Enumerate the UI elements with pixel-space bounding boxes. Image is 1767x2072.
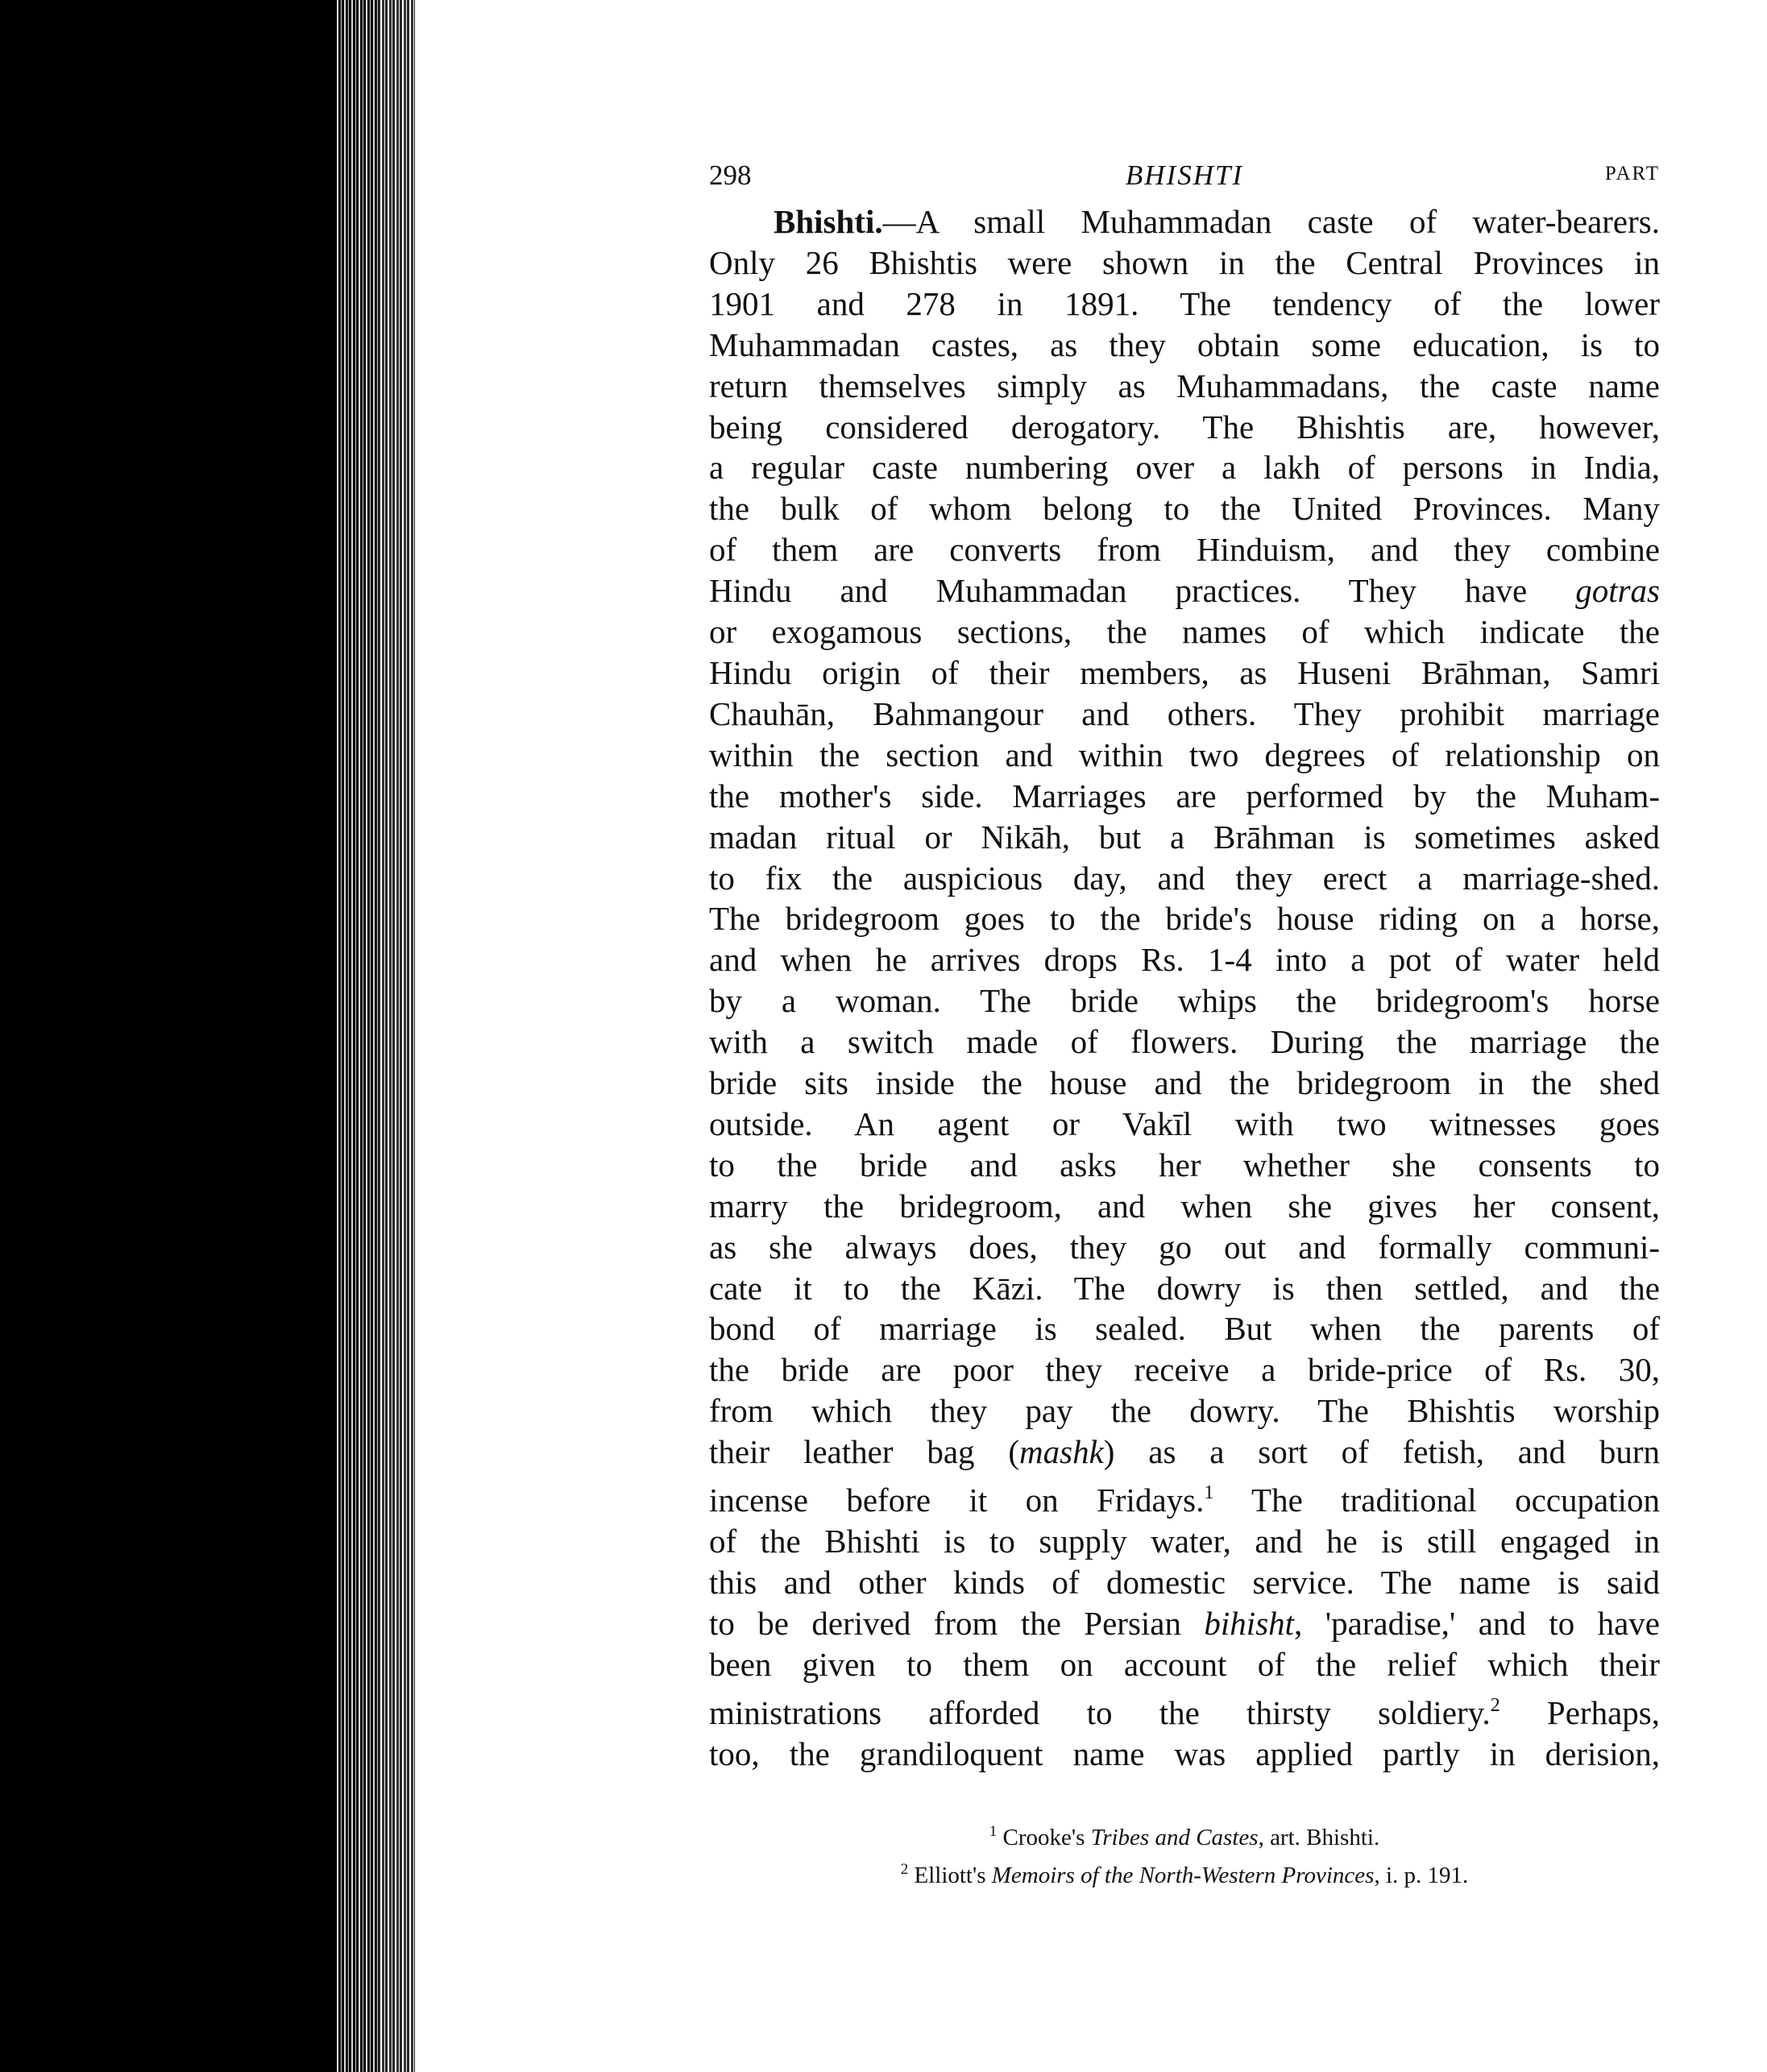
entry-headword: Bhishti. [774,203,883,240]
line-text: as she always does, they go out and formally communi- [709,1228,1660,1266]
text-line [709,1063,1660,1104]
text-line [709,529,1660,570]
line-text: The bridegroom goes to the bride's house riding on a horse, [709,900,1660,938]
footnote-reference: 2 [1490,1694,1500,1716]
line-text: this and other kinds of domestic service. The name is said [709,1563,1660,1601]
italic-term: mashk [1019,1433,1104,1471]
line-text: bond of marriage is sealed. But when the parents of [709,1310,1660,1348]
text-line [709,570,1660,611]
line-text: bride sits inside the house and the bridegroom in the shed [709,1064,1660,1102]
line-text: —A small Muhammadan caste of water-bearers. [882,203,1660,240]
text-line [709,1473,1660,1521]
text-line [709,1734,1660,1775]
text-line [709,1021,1660,1063]
footnote-marker: 1 [989,1823,998,1841]
page-number: 298 [709,160,752,191]
text-line [709,1145,1660,1186]
footnote-title: Memoirs of the North-Western Provinces [991,1863,1375,1889]
line-text: ministrations afforded to the thirsty soldiery. [709,1693,1491,1731]
line-text: and when he arrives drops Rs. 1-4 into a pot of water held [709,941,1660,979]
text-line [709,1432,1660,1473]
line-text: their leather bag ( [709,1433,1020,1471]
article-body [709,201,1660,1774]
line-text: or exogamous sections, the names of which indicate the [709,613,1660,651]
footnote-title: Tribes and Castes [1090,1825,1259,1851]
text-line [709,1685,1660,1734]
line-text: the bulk of whom belong to the United Provinces. Many [709,490,1660,528]
text-line [709,325,1660,366]
line-text: too, the grandiloquent name was applied partly in derision, [709,1734,1660,1772]
text-line [709,1186,1660,1227]
line-text: 1901 and 278 in 1891. The tendency of the lower [709,284,1660,322]
line-text: marry the bridegroom, and when she gives her consent, [709,1187,1660,1225]
line-text: incense before it on Fridays. [709,1481,1205,1519]
text-line [709,1308,1660,1349]
italic-term: bihisht [1204,1604,1295,1642]
line-text: to fix the auspicious day, and they erect a marriage-shed. [709,859,1660,897]
line-text: the mother's side. Marriages are performed by the Muham- [709,777,1660,814]
line-text: within the section and within two degrees of relationship on [709,736,1660,773]
line-text: of them are converts from Hinduism, and they combine [709,531,1660,569]
line-text: Hindu origin of their members, as Huseni Brāhman, Samri [709,653,1660,691]
line-text: a regular caste numbering over a lakh of persons in India, [709,449,1660,487]
footnotes [709,1816,1660,1892]
footnote-text: , art. Bhishti. [1258,1825,1380,1851]
text-line [709,447,1660,488]
text-line [709,366,1660,407]
text-line [709,1521,1660,1562]
footnote-1 [709,1816,1660,1854]
footnote-text: Elliott's [914,1863,992,1889]
text-line [709,1603,1660,1644]
text-line [709,653,1660,694]
text-line [709,858,1660,899]
text-line [709,817,1660,858]
text-line [709,735,1660,776]
line-text: cate it to the Kāzi. The dowry is then settled, and the [709,1269,1660,1307]
footnote-2 [709,1854,1660,1892]
line-text: outside. An agent or Vakīl with two witnesses goes [709,1104,1660,1142]
part-label: PART [1604,163,1660,184]
line-text: the bride are poor they receive a bride-price of Rs. 30, [709,1351,1660,1389]
text-line [709,242,1660,284]
line-text: being considered derogatory. The Bhishtis are, however, [709,408,1660,445]
footnote-marker: 2 [900,1861,909,1879]
text-line [709,898,1660,939]
line-text: to the bride and asks her whether she consents to [709,1146,1660,1183]
running-title: BHISHTI [1125,160,1244,191]
text-line [709,939,1660,980]
text-line [709,1227,1660,1268]
italic-term: gotras [1575,572,1660,610]
text-line [709,488,1660,529]
text-line [709,980,1660,1021]
text-line [709,1349,1660,1390]
line-text: Hindu and Muhammadan practices. They have [709,572,1576,610]
line-text: been given to them on account of the relief which their [709,1645,1660,1683]
line-text: to be derived from the Persian [709,1604,1205,1642]
scan-binding-shadow [0,0,379,2072]
line-text: with a switch made of flowers. During the marriage the [709,1023,1660,1061]
line-text: The traditional occupation [1213,1481,1660,1519]
line-text: Chauhān, Bahmangour and others. They prohibit marriage [709,694,1660,732]
text-line [709,611,1660,653]
text-line [709,1104,1660,1145]
text-line [709,407,1660,448]
scan-gutter-edge [334,0,415,2072]
text-line [709,1644,1660,1685]
text-line [709,201,1660,242]
line-text: return themselves simply as Muhammadans, the caste name [709,367,1660,404]
footnote-text: Crooke's [1002,1825,1091,1851]
text-line [709,1268,1660,1309]
footnote-reference: 1 [1204,1482,1214,1504]
line-text: of the Bhishti is to supply water, and he is still engaged in [709,1523,1660,1560]
line-text: Muhammadan castes, as they obtain some education, is to [709,325,1660,363]
text-line [709,776,1660,817]
page-header [709,153,1660,201]
footnote-text: , i. p. 191. [1374,1863,1469,1889]
text-line [709,694,1660,735]
line-text: Only 26 Bhishtis were shown in the Central Provinces in [709,243,1660,281]
text-line [709,284,1660,325]
line-text: , 'paradise,' and to have [1294,1604,1660,1642]
line-text: ) as a sort of fetish, and burn [1103,1433,1660,1471]
text-line [709,1562,1660,1603]
line-text: Perhaps, [1499,1693,1660,1731]
line-text: by a woman. The bride whips the bridegroom's horse [709,982,1660,1020]
line-text: from which they pay the dowry. The Bhishtis worship [709,1392,1660,1430]
page-content [709,153,1660,1892]
line-text: madan ritual or Nikāh, but a Brāhman is sometimes asked [709,818,1660,856]
text-line [709,1390,1660,1432]
